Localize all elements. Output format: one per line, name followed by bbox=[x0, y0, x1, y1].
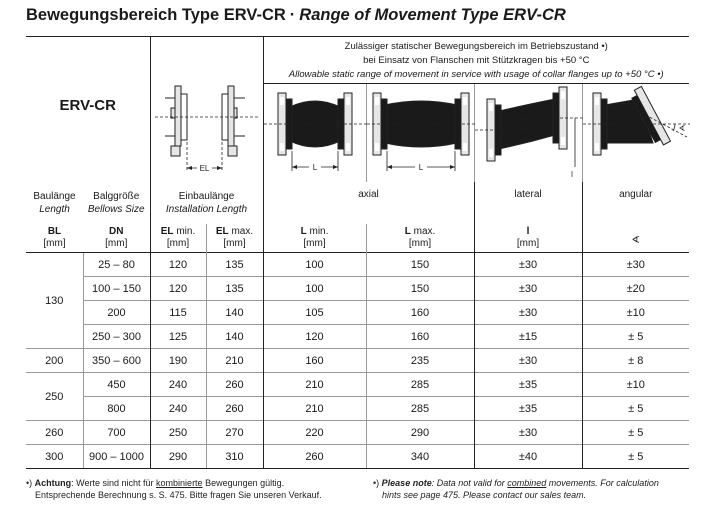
dn-symbol-cell bbox=[83, 224, 150, 253]
table-row bbox=[26, 445, 689, 469]
elmin-cell: 115 bbox=[150, 301, 206, 325]
static-note-de-2: bei Einsatz von Flanschen mit Stützkragen bis +50 °C bbox=[363, 55, 590, 66]
elmax-cell: 140 bbox=[206, 301, 263, 325]
footnote-en-1: : Data not valid for bbox=[431, 478, 508, 488]
lateral-label: lateral bbox=[514, 189, 542, 200]
angular-diagram bbox=[583, 85, 690, 181]
lmin-cell: 105 bbox=[263, 301, 366, 325]
lmax-cell: 340 bbox=[366, 445, 474, 469]
dn-cell: 450 bbox=[83, 373, 150, 397]
angular-cell: ±10 bbox=[582, 373, 689, 397]
balggroesse-de: Balggröße bbox=[93, 191, 140, 202]
lmax-cell: 285 bbox=[366, 373, 474, 397]
angular-cell: ± 5 bbox=[582, 397, 689, 421]
lmin-cell: 210 bbox=[263, 397, 366, 421]
type-name: ERV-CR bbox=[59, 97, 116, 114]
lateral-cell: ±30 bbox=[474, 421, 582, 445]
bl-symbol: BL bbox=[47, 226, 62, 237]
axial-label: axial bbox=[358, 189, 379, 200]
lateral-diagram bbox=[475, 85, 583, 181]
angular-symbol: ∢ bbox=[631, 235, 640, 246]
bl-cell: 130 bbox=[26, 253, 83, 349]
static-note-de-1: Zulässiger statischer Bewegungsbereich im Betriebszustand bbox=[344, 41, 599, 52]
lmin-symbol-cell bbox=[263, 224, 366, 253]
table-row bbox=[26, 253, 689, 277]
elmin-cell: 120 bbox=[150, 277, 206, 301]
elmax-symbol: EL bbox=[215, 226, 229, 237]
lateral-dimension-label: l bbox=[570, 170, 573, 179]
balggroesse-en: Bellows Size bbox=[87, 204, 145, 215]
elmax-cell: 210 bbox=[206, 349, 263, 373]
lmin-cell: 120 bbox=[263, 325, 366, 349]
angular-cell: ±20 bbox=[582, 277, 689, 301]
static-range-note bbox=[263, 37, 689, 84]
elmin-cell: 240 bbox=[150, 397, 206, 421]
lmin-cell: 260 bbox=[263, 445, 366, 469]
lmax-cell: 150 bbox=[366, 277, 474, 301]
lmax-symbol: L bbox=[404, 226, 411, 237]
elmin-cell: 125 bbox=[150, 325, 206, 349]
col-lateral-header bbox=[474, 182, 582, 224]
dn-cell: 700 bbox=[83, 421, 150, 445]
angular-cell: ± 5 bbox=[582, 421, 689, 445]
title-de: Bewegungsbereich Type ERV-CR bbox=[26, 6, 286, 24]
elmin-cell: 190 bbox=[150, 349, 206, 373]
axial-min-diagram-cell bbox=[263, 84, 366, 183]
elmin-unit: [mm] bbox=[166, 238, 190, 249]
lateral-cell: ±40 bbox=[474, 445, 582, 469]
lateral-cell: ±30 bbox=[474, 253, 582, 277]
title-en: Range of Movement Type ERV-CR bbox=[299, 6, 566, 24]
table-row bbox=[26, 301, 689, 325]
table-row bbox=[26, 397, 689, 421]
lateral-cell: ±35 bbox=[474, 373, 582, 397]
bl-cell: 300 bbox=[26, 445, 83, 469]
lmin-cell: 160 bbox=[263, 349, 366, 373]
col-baulaenge-header bbox=[26, 182, 83, 224]
lateral-diagram-cell bbox=[474, 84, 582, 183]
dn-cell: 200 bbox=[83, 301, 150, 325]
dn-unit: [mm] bbox=[105, 238, 128, 249]
l-max-dimension-label: L bbox=[418, 163, 423, 172]
lateral-unit: [mm] bbox=[516, 238, 540, 249]
static-note-marker: •) bbox=[601, 41, 608, 52]
bl-cell: 260 bbox=[26, 421, 83, 445]
footnote-en-bold: Please note bbox=[381, 478, 432, 488]
footnote-marker: •) bbox=[26, 478, 33, 488]
angular-cell: ± 5 bbox=[582, 445, 689, 469]
el-dimension-label: EL bbox=[199, 164, 209, 173]
elmax-cell: 270 bbox=[206, 421, 263, 445]
footnote-de-bold: Achtung bbox=[34, 478, 72, 488]
footnote-de-1: : Werte sind nicht für bbox=[71, 478, 157, 488]
lateral-cell: ±35 bbox=[474, 397, 582, 421]
lateral-symbol: l bbox=[526, 226, 530, 237]
lateral-cell: ±15 bbox=[474, 325, 582, 349]
lmax-cell: 290 bbox=[366, 421, 474, 445]
bl-symbol-cell bbox=[26, 224, 83, 253]
table-row bbox=[26, 325, 689, 349]
elmax-cell: 140 bbox=[206, 325, 263, 349]
footnote-de-2: Bewegungen gültig. bbox=[202, 478, 285, 488]
elmax-cell: 135 bbox=[206, 277, 263, 301]
lmin-suffix: min. bbox=[309, 226, 329, 237]
dn-cell: 900 – 1000 bbox=[83, 445, 150, 469]
einbaulaenge-en: Installation Length bbox=[165, 204, 248, 215]
lateral-symbol-cell bbox=[474, 224, 582, 253]
footnote-de-underlined: kombinierte bbox=[156, 478, 203, 488]
col-einbaulaenge-header bbox=[150, 182, 263, 224]
col-balggroesse-header bbox=[83, 182, 150, 224]
dn-cell: 350 – 600 bbox=[83, 349, 150, 373]
elmin-suffix: min. bbox=[176, 226, 196, 237]
lmax-symbol-cell bbox=[366, 224, 474, 253]
angular-cell: ±30 bbox=[582, 253, 689, 277]
baulaenge-en: Length bbox=[39, 204, 70, 215]
lateral-cell: ±30 bbox=[474, 349, 582, 373]
angular-cell: ± 8 bbox=[582, 349, 689, 373]
table-row bbox=[26, 277, 689, 301]
footnote-en-marker: •) bbox=[373, 478, 380, 488]
footnote-en-3: hints see page 475. Please contact our sales team. bbox=[382, 489, 587, 500]
elmax-symbol-cell bbox=[206, 224, 263, 253]
elmax-unit: [mm] bbox=[223, 238, 246, 249]
dn-cell: 100 – 150 bbox=[83, 277, 150, 301]
angular-cell: ±10 bbox=[582, 301, 689, 325]
einbaulaenge-de: Einbaulänge bbox=[178, 191, 235, 202]
l-min-dimension-label: L bbox=[312, 163, 317, 172]
elmax-suffix: max. bbox=[231, 226, 254, 237]
lmax-cell: 235 bbox=[366, 349, 474, 373]
angular-diagram-cell bbox=[582, 84, 689, 183]
static-note-en-marker: •) bbox=[657, 69, 664, 80]
bl-cell: 200 bbox=[26, 349, 83, 373]
footnote-en-underlined: combined bbox=[507, 478, 547, 488]
footnote-de-3: Entsprechende Berechnung s. S. 475. Bitte fragen Sie unseren Verkauf. bbox=[35, 489, 322, 500]
baulaenge-de: Baulänge bbox=[33, 191, 76, 202]
lmin-symbol: L bbox=[300, 226, 307, 237]
elmax-cell: 260 bbox=[206, 373, 263, 397]
dn-cell: 800 bbox=[83, 397, 150, 421]
elmax-cell: 260 bbox=[206, 397, 263, 421]
angular-symbol-cell bbox=[582, 224, 689, 253]
table-row bbox=[26, 373, 689, 397]
elmin-symbol-cell bbox=[150, 224, 206, 253]
page-title bbox=[26, 6, 566, 25]
angular-label: angular bbox=[619, 189, 653, 200]
lmax-cell: 160 bbox=[366, 301, 474, 325]
lmin-cell: 100 bbox=[263, 277, 366, 301]
footnote-en bbox=[373, 478, 693, 501]
installation-diagram-cell bbox=[150, 37, 263, 183]
axial-min-diagram bbox=[264, 85, 367, 181]
footnote-de bbox=[26, 478, 356, 501]
dn-cell: 250 – 300 bbox=[83, 325, 150, 349]
lmax-cell: 285 bbox=[366, 397, 474, 421]
lateral-cell: ±30 bbox=[474, 277, 582, 301]
elmin-cell: 250 bbox=[150, 421, 206, 445]
axial-max-diagram bbox=[367, 85, 475, 181]
col-angular-header bbox=[582, 182, 689, 224]
dn-cell: 25 – 80 bbox=[83, 253, 150, 277]
col-axial-header bbox=[263, 182, 474, 224]
elmax-cell: 310 bbox=[206, 445, 263, 469]
dn-symbol: DN bbox=[109, 226, 124, 237]
lmin-unit: [mm] bbox=[303, 238, 326, 249]
title-separator: · bbox=[289, 6, 296, 24]
elmin-symbol: EL bbox=[160, 226, 174, 237]
table-row bbox=[26, 349, 689, 373]
angular-dimension-label: ∢ bbox=[678, 124, 685, 133]
static-note-en: Allowable static range of movement in service with usage of collar flanges up to +50 °C bbox=[288, 69, 655, 80]
angular-cell: ± 5 bbox=[582, 325, 689, 349]
bl-unit: [mm] bbox=[43, 238, 66, 249]
lmax-suffix: max. bbox=[413, 226, 436, 237]
lmax-unit: [mm] bbox=[408, 238, 432, 249]
footnote-en-2: movements. For calculation bbox=[546, 478, 659, 488]
lmin-cell: 100 bbox=[263, 253, 366, 277]
lmax-cell: 160 bbox=[366, 325, 474, 349]
lmin-cell: 220 bbox=[263, 421, 366, 445]
lmax-cell: 150 bbox=[366, 253, 474, 277]
axial-max-diagram-cell bbox=[366, 84, 474, 183]
elmin-cell: 240 bbox=[150, 373, 206, 397]
type-name-cell bbox=[26, 37, 150, 183]
installation-length-diagram bbox=[151, 72, 264, 182]
lateral-cell: ±30 bbox=[474, 301, 582, 325]
bl-cell: 250 bbox=[26, 373, 83, 421]
table-row bbox=[26, 421, 689, 445]
lmin-cell: 210 bbox=[263, 373, 366, 397]
movement-table bbox=[26, 36, 689, 469]
elmin-cell: 290 bbox=[150, 445, 206, 469]
elmin-cell: 120 bbox=[150, 253, 206, 277]
elmax-cell: 135 bbox=[206, 253, 263, 277]
